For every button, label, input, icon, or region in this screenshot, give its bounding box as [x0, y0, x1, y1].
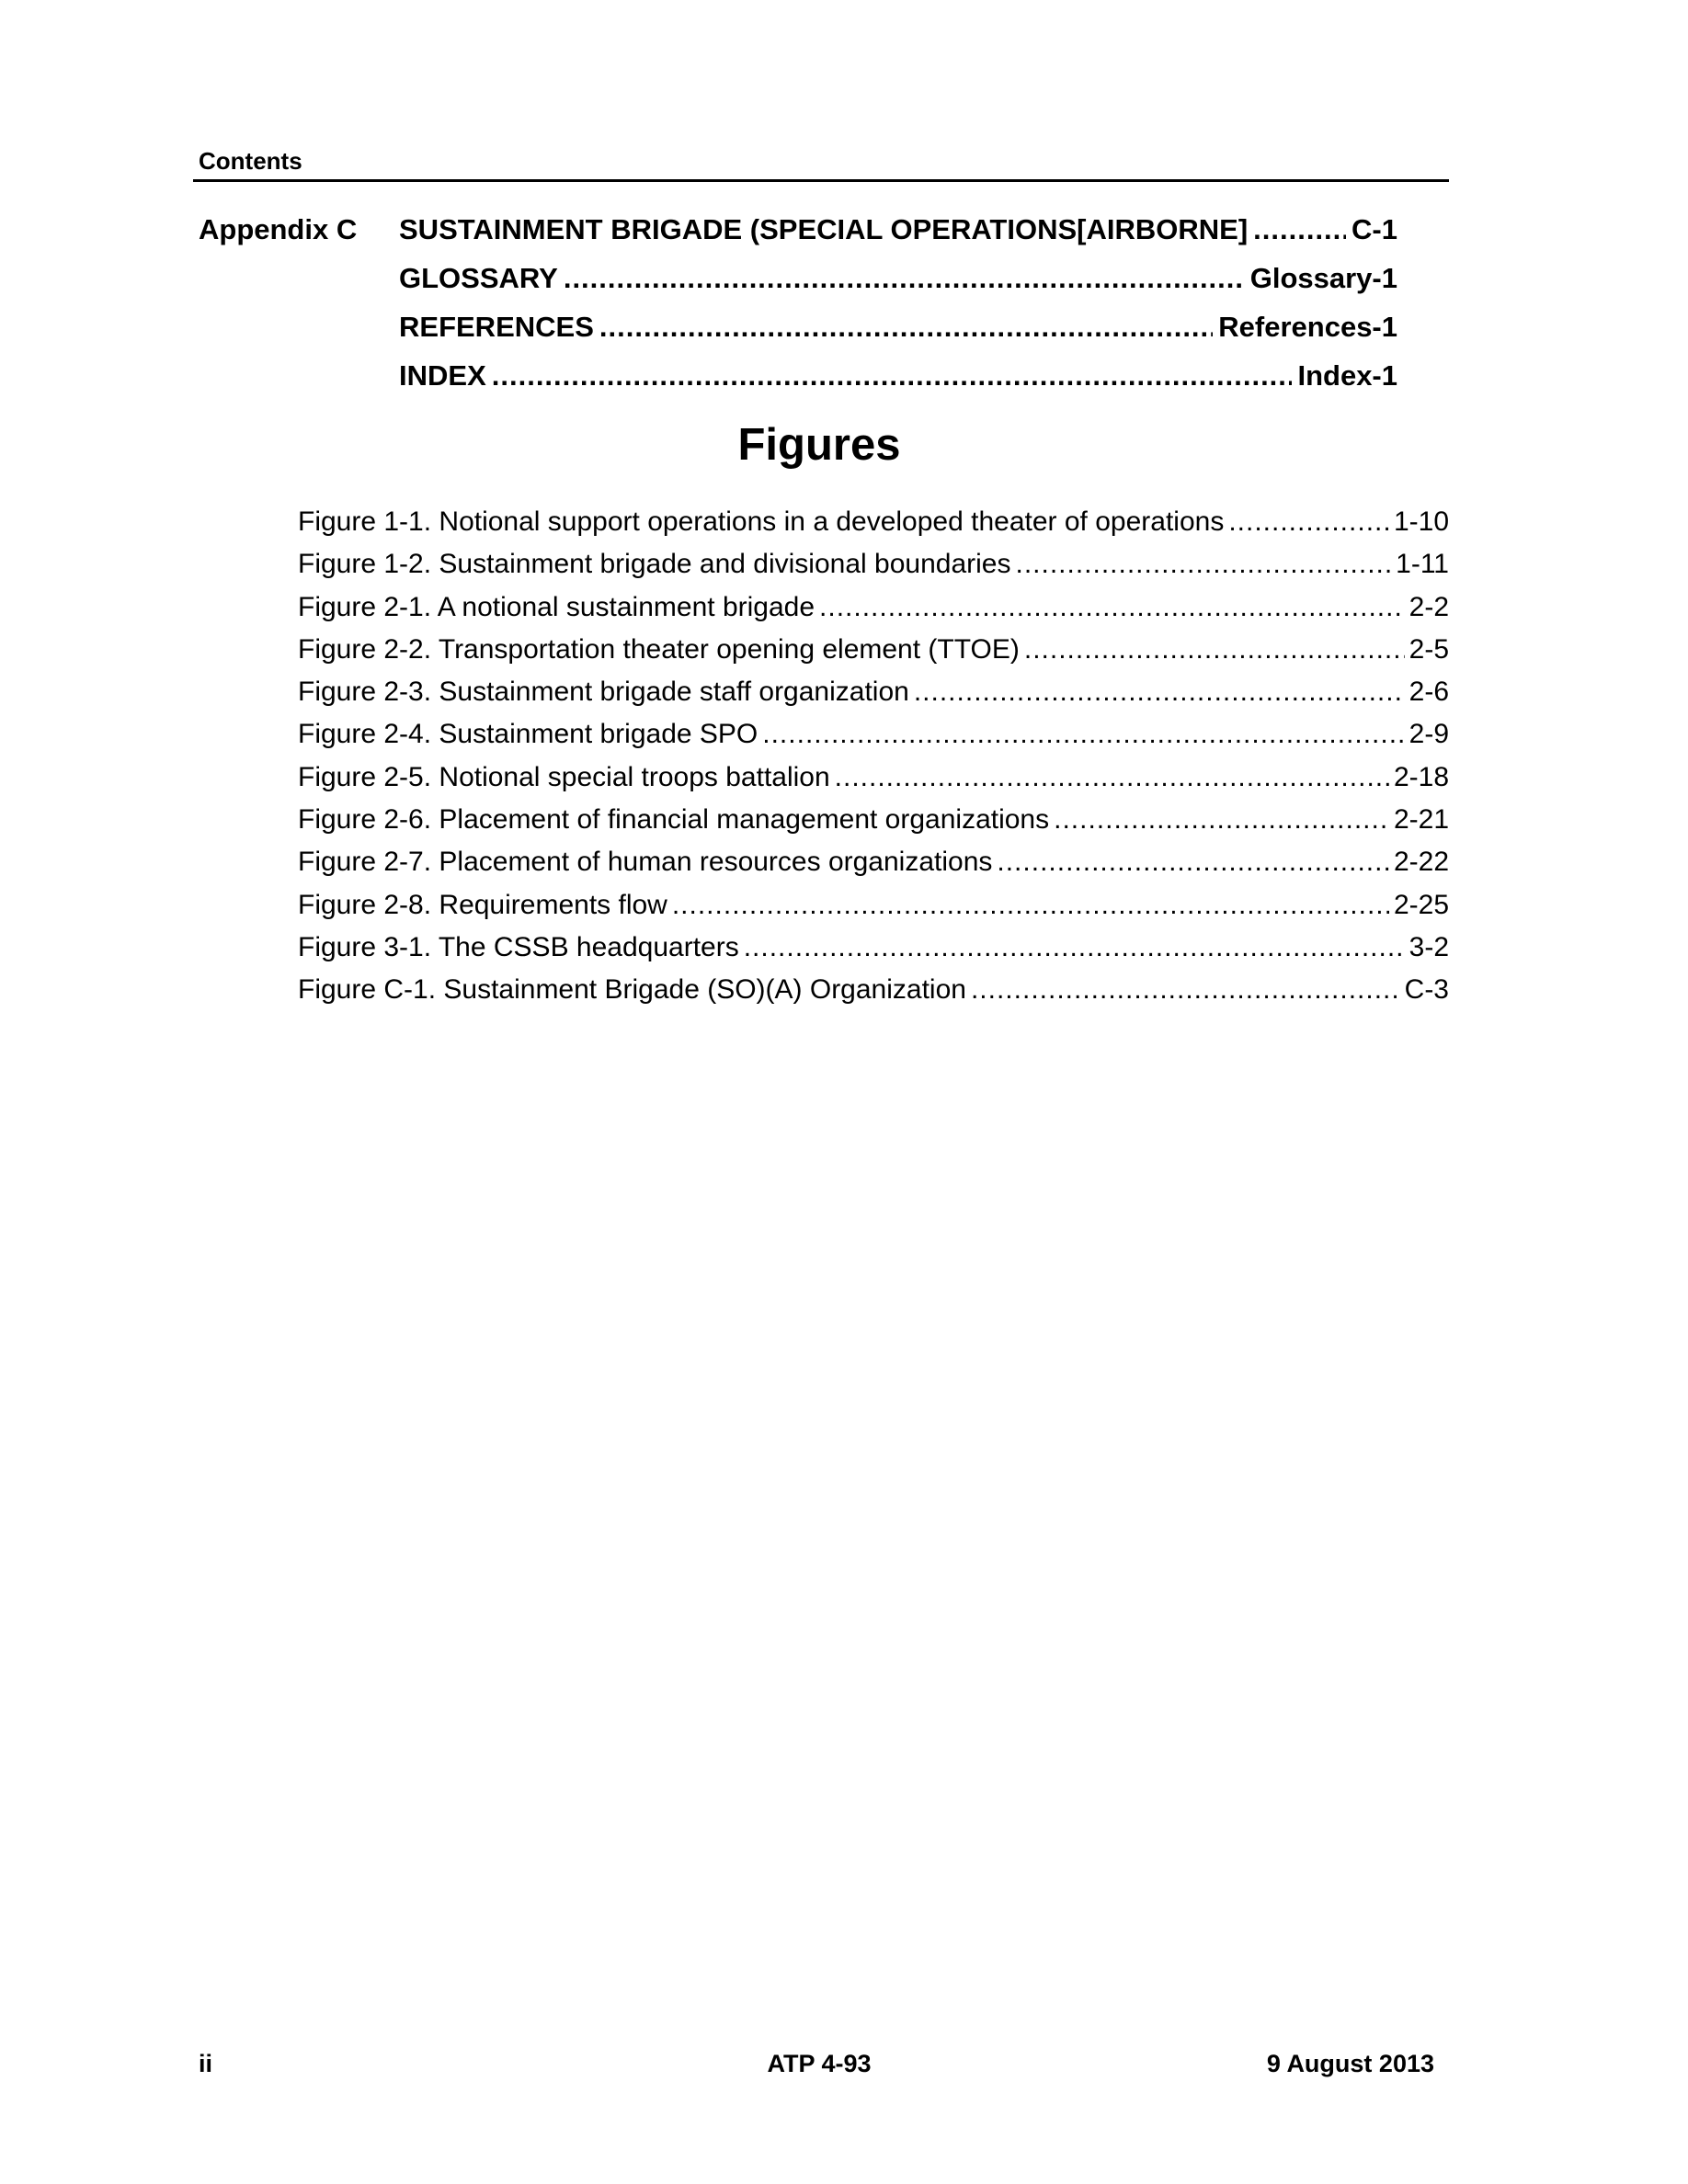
figure-list-item[interactable]	[298, 762, 1449, 804]
toc-entry-title: SUSTAINMENT BRIGADE (SPECIAL OPERATIONS[AIRBORNE]	[399, 213, 1249, 245]
dot-leader	[1054, 804, 1389, 836]
dot-leader	[1015, 549, 1391, 580]
toc-row	[199, 359, 1397, 408]
figure-title: Figure 1-2. Sustainment brigade and divisional boundaries	[298, 549, 1011, 580]
figure-title: Figure 2-1. A notional sustainment brigade	[298, 591, 815, 622]
figure-title: Figure 2-2. Transportation theater opening element (TTOE)	[298, 633, 1020, 665]
toc-entry[interactable]	[399, 359, 1397, 392]
figure-page: 1-11	[1396, 549, 1449, 580]
figure-page: 2-2	[1409, 591, 1449, 622]
figure-list-item[interactable]	[298, 932, 1449, 974]
dot-leader	[599, 311, 1213, 344]
figure-page: 2-9	[1409, 719, 1449, 750]
dot-leader	[564, 262, 1245, 295]
toc-row	[199, 311, 1397, 359]
figure-page: C-3	[1404, 974, 1449, 1006]
toc-entry[interactable]	[399, 213, 1397, 246]
toc-row	[199, 213, 1397, 262]
contents-list	[199, 213, 1397, 408]
dot-leader	[672, 890, 1389, 921]
dot-leader	[819, 592, 1405, 623]
figure-list-item[interactable]	[298, 974, 1449, 1017]
footer-date: 9 August 2013	[1266, 2050, 1434, 2077]
dot-leader	[744, 932, 1405, 963]
dot-leader	[914, 677, 1405, 708]
dot-leader	[971, 974, 1400, 1006]
toc-entry-page: Index-1	[1297, 359, 1397, 392]
toc-entry[interactable]	[399, 311, 1397, 344]
toc-entry-title: GLOSSARY	[399, 262, 558, 294]
figure-list-item[interactable]	[298, 847, 1449, 889]
dot-leader	[1253, 213, 1346, 246]
figure-list-item[interactable]	[298, 549, 1449, 591]
figure-list-item[interactable]	[298, 804, 1449, 847]
figure-list-item[interactable]	[298, 677, 1449, 719]
figure-page: 3-2	[1409, 931, 1449, 962]
toc-entry-page: Glossary-1	[1249, 262, 1397, 294]
toc-row	[199, 262, 1397, 311]
figure-title: Figure 2-3. Sustainment brigade staff organization	[298, 677, 909, 708]
dot-leader	[1024, 634, 1405, 665]
figures-heading: Figures	[737, 420, 901, 470]
toc-entry-page: References-1	[1218, 311, 1397, 343]
figure-list-item[interactable]	[298, 634, 1449, 677]
figure-page: 1-10	[1393, 506, 1449, 537]
header-divider	[193, 179, 1449, 182]
figure-title: Figure 2-6. Placement of financial management organizations	[298, 804, 1050, 836]
footer-page-number: ii	[199, 2050, 213, 2077]
running-header: Contents	[199, 147, 302, 175]
figure-page: 2-25	[1393, 889, 1449, 920]
figure-page: 2-6	[1409, 677, 1449, 708]
figure-list	[298, 506, 1449, 1018]
figure-list-item[interactable]	[298, 506, 1449, 549]
figure-title: Figure 1-1. Notional support operations in a developed theater of operations	[298, 506, 1225, 537]
appendix-label: Appendix C	[199, 213, 358, 245]
figure-page: 2-5	[1409, 633, 1449, 665]
footer-publication: ATP 4-93	[767, 2050, 872, 2077]
figure-title: Figure C-1. Sustainment Brigade (SO)(A) Organization	[298, 974, 966, 1006]
dot-leader	[762, 719, 1404, 750]
dot-leader	[835, 762, 1389, 793]
figure-title: Figure 2-8. Requirements flow	[298, 889, 667, 920]
figure-page: 2-22	[1393, 847, 1449, 878]
figure-page: 2-21	[1393, 804, 1449, 836]
figure-list-item[interactable]	[298, 890, 1449, 932]
figure-title: Figure 2-4. Sustainment brigade SPO	[298, 719, 758, 750]
dot-leader	[492, 359, 1293, 392]
toc-entry-title: INDEX	[399, 359, 486, 392]
figure-title: Figure 2-5. Notional special troops battalion	[298, 761, 830, 792]
dot-leader	[1228, 506, 1389, 538]
toc-entry-page: C-1	[1352, 213, 1397, 245]
dot-leader	[997, 847, 1389, 878]
figure-list-item[interactable]	[298, 719, 1449, 761]
figure-list-item[interactable]	[298, 592, 1449, 634]
figure-title: Figure 3-1. The CSSB headquarters	[298, 931, 739, 962]
toc-entry[interactable]	[399, 262, 1397, 295]
toc-entry-title: REFERENCES	[399, 311, 594, 343]
figure-page: 2-18	[1393, 761, 1449, 792]
figure-title: Figure 2-7. Placement of human resources organizations	[298, 847, 993, 878]
